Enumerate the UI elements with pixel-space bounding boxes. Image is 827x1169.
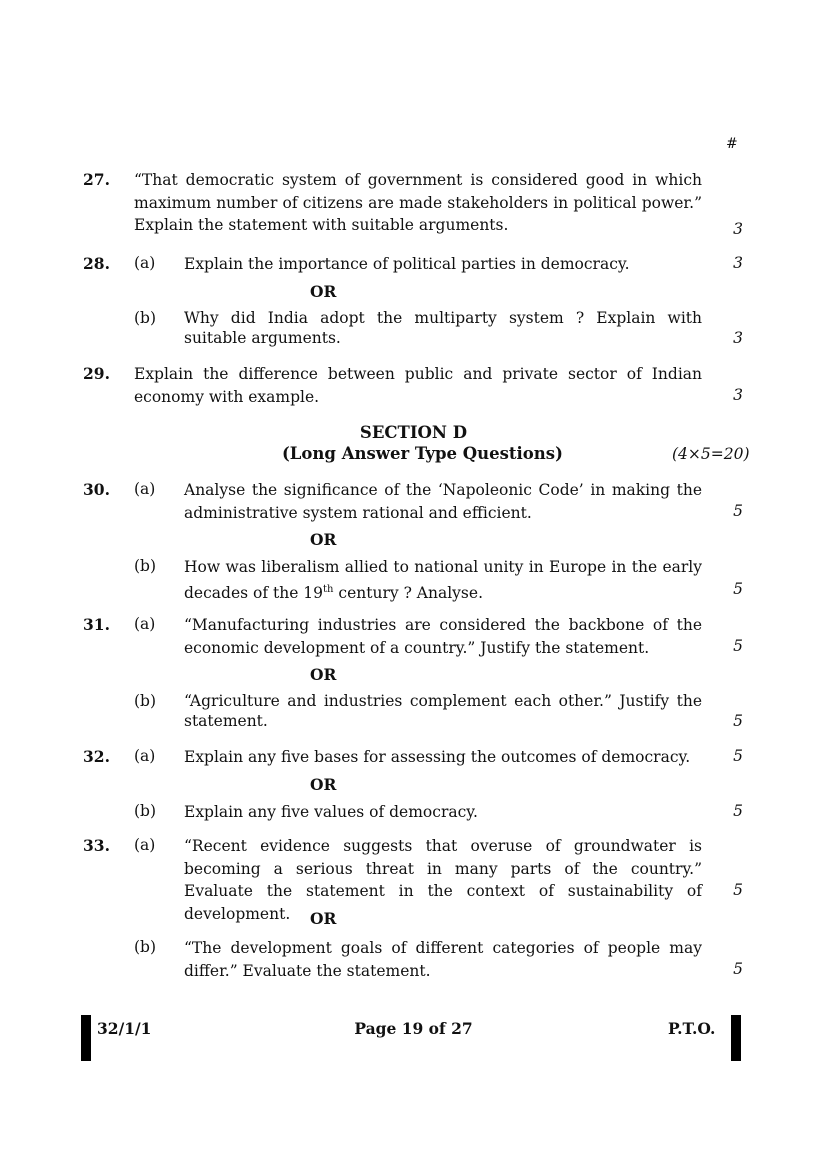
part-text: Analyse the significance of the ‘Napoleonic Code’ in making the administrative system rational and efficient. — [184, 481, 702, 522]
ordinal-suffix: th — [323, 583, 334, 595]
page-number: Page 19 of 27 — [354, 1019, 473, 1038]
question-number: 30. — [83, 480, 110, 499]
section-subtitle: (Long Answer Type Questions) — [282, 444, 563, 463]
part-label: (b) — [134, 692, 157, 710]
or-divider: OR — [310, 530, 337, 549]
qr-code-top — [104, 133, 128, 139]
please-turn-over: P.T.O. — [668, 1019, 716, 1038]
question-text: Explain the difference between public and private sector of Indian economy with example. — [134, 365, 702, 406]
part-text: Why did India adopt the multiparty system ? Explain with suitable arguments. — [184, 309, 702, 347]
part-label: (b) — [134, 309, 157, 327]
question-text: “That democratic system of government is considered good in which maximum number of citizens are made stakeholders in political power.” Explain the statement with suitable arguments. — [134, 171, 702, 234]
page-hash-mark: # — [726, 136, 738, 152]
or-divider: OR — [310, 282, 337, 301]
part-text: “The development goals of different categories of people may differ.” Evaluate the statement. — [184, 939, 702, 980]
section-marks: (4×5=20) — [672, 445, 750, 463]
question-marks: 3 — [733, 386, 743, 404]
part-label: (b) — [134, 802, 157, 820]
question-marks: 3 — [733, 220, 743, 238]
part-text — [184, 556, 702, 604]
part-marks: 5 — [733, 881, 743, 899]
qr-code-side — [777, 565, 816, 572]
question-number: 28. — [83, 254, 110, 273]
part-text: Explain the importance of political parties in democracy. — [184, 255, 630, 273]
part-label: (a) — [134, 615, 156, 633]
part-marks: 5 — [733, 637, 743, 655]
part-text-end: century ? Analyse. — [333, 583, 483, 602]
part-label: (a) — [134, 747, 156, 765]
part-label: (b) — [134, 557, 157, 575]
question-number: 32. — [83, 747, 110, 766]
part-text: “Manufacturing industries are considered the backbone of the economic development of a country.” Justify the statement. — [184, 616, 702, 657]
part-marks: 5 — [733, 960, 743, 978]
question-number: 33. — [83, 836, 110, 855]
or-divider: OR — [310, 775, 337, 794]
part-marks: 3 — [733, 329, 743, 347]
question-number: 27. — [83, 170, 110, 189]
or-divider: OR — [310, 665, 337, 684]
part-label: (b) — [134, 938, 157, 956]
question-number: 31. — [83, 615, 110, 634]
paper-code: 32/1/1 — [97, 1019, 152, 1038]
part-text-main: How was liberalism allied to national unity in Europe in the early decades of the 19 — [184, 558, 702, 602]
part-text: Explain any five bases for assessing the outcomes of democracy. — [184, 748, 691, 766]
part-text: “Recent evidence suggests that overuse of groundwater is becoming a serious threat in many parts of the country.” Evaluate the statement in the context of sustainability of development. — [184, 837, 702, 923]
question-number: 29. — [83, 364, 110, 383]
part-text: Explain any five values of democracy. — [184, 803, 478, 821]
part-marks: 3 — [733, 254, 743, 272]
part-marks: 5 — [733, 802, 743, 820]
part-label: (a) — [134, 254, 156, 272]
footer-right-bar — [731, 1015, 741, 1061]
part-marks: 5 — [733, 747, 743, 765]
part-marks: 5 — [733, 712, 743, 730]
or-divider: OR — [310, 909, 337, 928]
part-marks: 5 — [733, 580, 743, 598]
part-text: “Agriculture and industries complement each other.” Justify the statement. — [184, 692, 702, 730]
part-label: (a) — [134, 480, 156, 498]
part-marks: 5 — [733, 502, 743, 520]
section-title: SECTION D — [359, 423, 468, 442]
part-label: (a) — [134, 836, 156, 854]
